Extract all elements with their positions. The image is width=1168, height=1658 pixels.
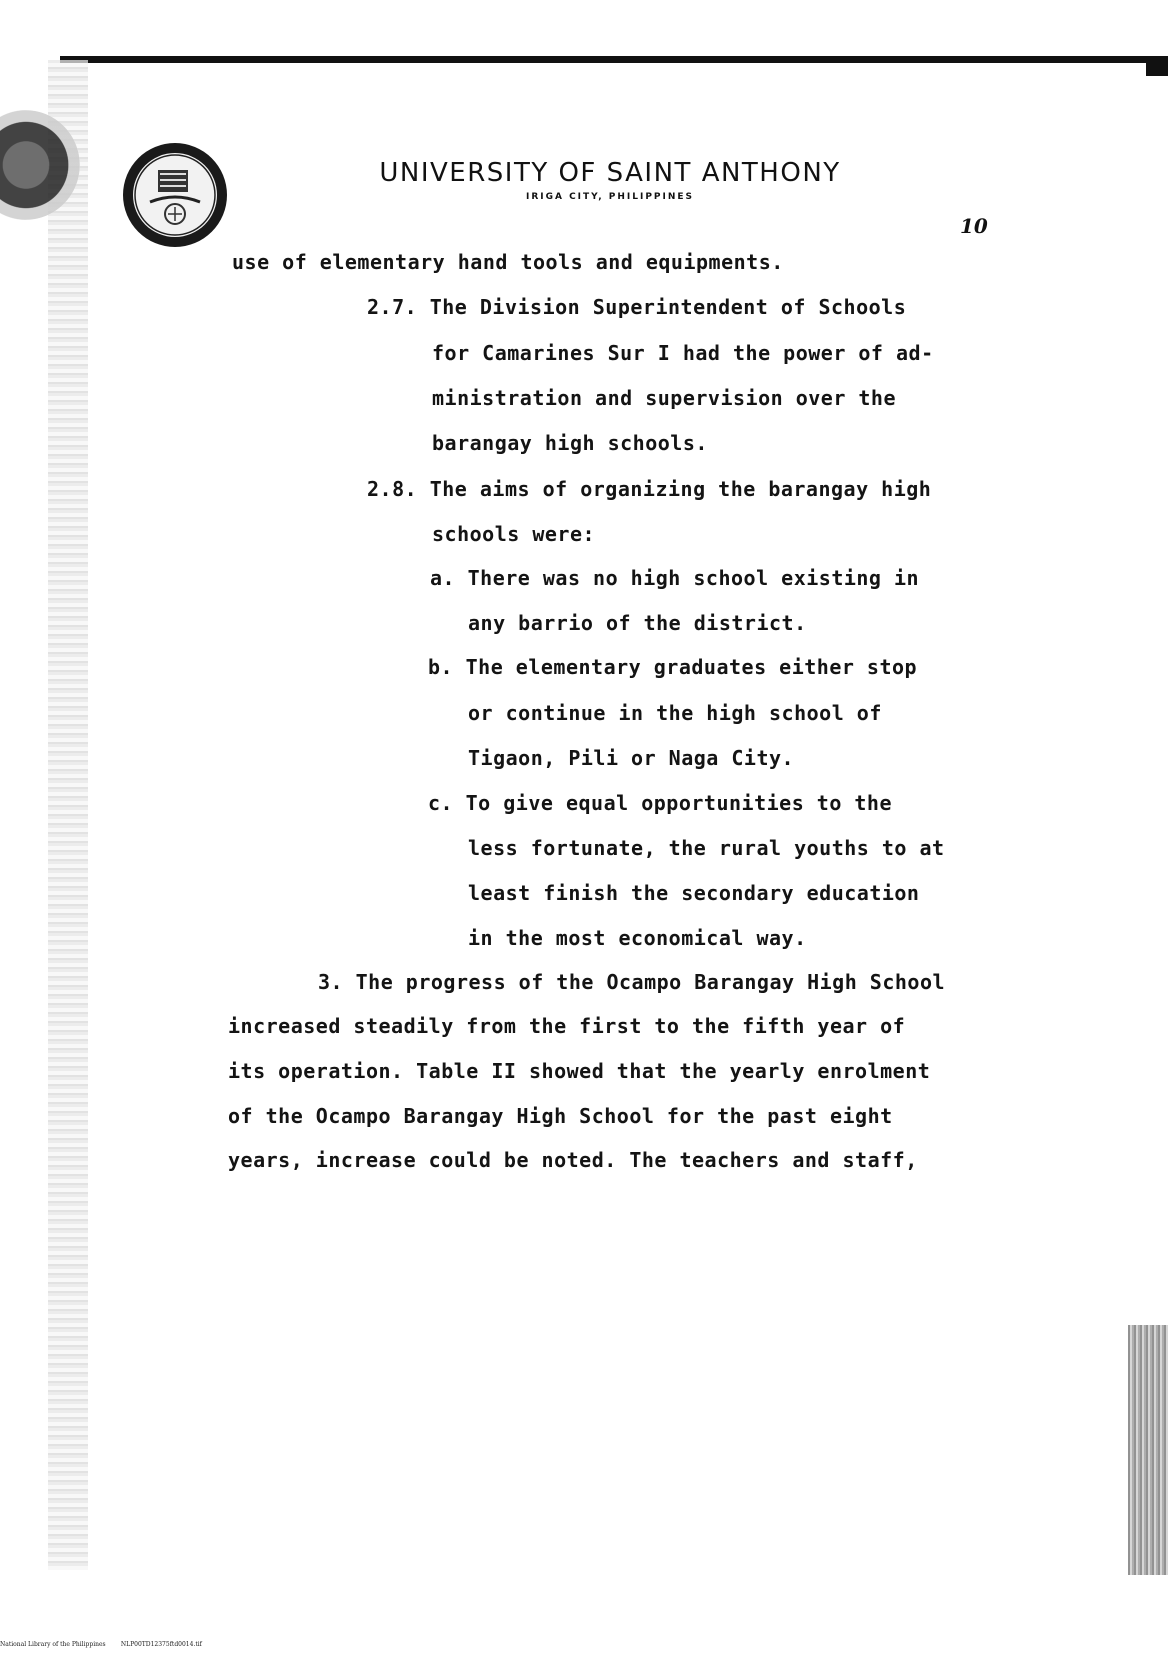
library-label: National Library of the Philippines <box>0 1641 106 1648</box>
text-line: 2.7. The Division Superintendent of Schools <box>367 295 907 319</box>
text-line: ministration and supervision over the <box>432 386 897 410</box>
text-line: 2.8. The aims of organizing the barangay high <box>367 477 932 501</box>
university-seal-icon <box>120 140 230 250</box>
text-line: its operation. Table II showed that the yearly enrolment <box>228 1059 931 1083</box>
text-line: 3. The progress of the Ocampo Barangay High School <box>318 970 946 994</box>
file-label: NLP00TD12375ftd0014.tif <box>120 1641 202 1648</box>
list-item-a: a. There was no high school existing in <box>430 566 920 590</box>
page-number: 10 <box>960 214 988 238</box>
text-line: years, increase could be noted. The teachers and staff, <box>228 1148 918 1172</box>
text-line: for Camarines Sur I had the power of ad- <box>432 341 934 365</box>
text-line: barangay high schools. <box>432 431 708 455</box>
text-line: any barrio of the district. <box>468 611 807 635</box>
list-item-b: b. The elementary graduates either stop <box>428 655 918 679</box>
text-line: increased steadily from the first to the fifth year of <box>228 1014 906 1038</box>
university-location: IRIGA CITY, PHILIPPINES <box>525 192 695 202</box>
university-name: UNIVERSITY OF SAINT ANTHONY <box>379 158 841 188</box>
letterhead <box>300 158 920 202</box>
corner-mark <box>1146 60 1168 76</box>
text-line: use of elementary hand tools and equipments. <box>232 250 784 274</box>
list-item-c: c. To give equal opportunities to the <box>428 791 893 815</box>
text-line: Tigaon, Pili or Naga City. <box>468 746 795 770</box>
top-rule <box>60 56 1168 63</box>
text-line: least finish the secondary education <box>468 881 920 905</box>
text-line: less fortunate, the rural youths to at <box>468 836 945 860</box>
text-line: in the most economical way. <box>468 926 807 950</box>
text-line: of the Ocampo Barangay High School for the past eight <box>228 1104 893 1128</box>
text-line: or continue in the high school of <box>468 701 882 725</box>
scan-footer <box>0 1641 202 1648</box>
scan-edge-left <box>48 60 88 1570</box>
text-line: schools were: <box>432 522 596 546</box>
scan-edge-right <box>1128 1325 1168 1575</box>
